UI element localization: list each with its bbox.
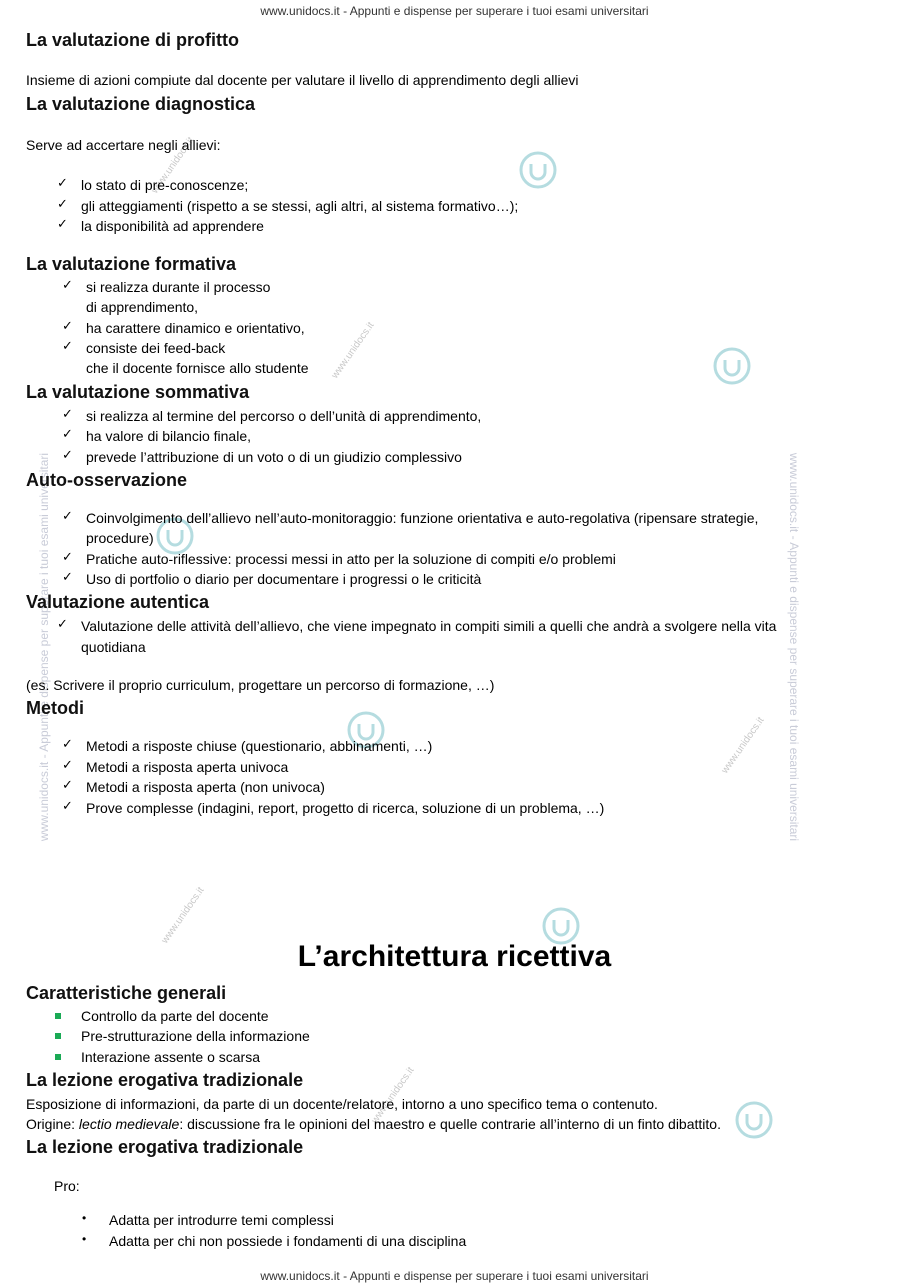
intro-diagnostica: Serve ad accertare negli allievi:	[26, 137, 221, 153]
list-item-continuation: quotidiana	[81, 639, 146, 655]
origine-description: : discussione fra le opinioni del maestro e quelle contrarie all’interno di un finto dibattito.	[179, 1116, 721, 1132]
diagonal-watermark: www.unidocs.it	[329, 320, 377, 381]
list-item: gli atteggiamenti (rispetto a se stessi, agli altri, al sistema formativo…);	[81, 198, 519, 214]
unidocs-logo-icon	[712, 346, 752, 386]
list-item-continuation: che il docente fornisce allo studente	[86, 360, 309, 376]
checkmark-icon: ✓	[57, 196, 68, 211]
list-item: consiste dei feed-back	[86, 340, 226, 356]
green-square-bullet-icon	[55, 1013, 61, 1019]
list-item: Pratiche auto-riflessive: processi messi in atto per la soluzione di compiti e/o problemi	[86, 551, 616, 567]
list-item: ha carattere dinamico e orientativo,	[86, 320, 305, 336]
footer-watermark: www.unidocs.it - Appunti e dispense per superare i tuoi esami universitari	[260, 1269, 649, 1283]
list-item: Adatta per introdurre temi complessi	[109, 1212, 334, 1228]
bullet-dot-icon: •	[82, 1211, 87, 1225]
checkmark-icon: ✓	[62, 447, 73, 462]
checkmark-icon: ✓	[62, 318, 73, 333]
example-autentica: (es. Scrivere il proprio curriculum, progettare un percorso di formazione, …)	[26, 677, 495, 693]
origine-term: lectio medievale	[78, 1116, 180, 1132]
list-item: Interazione assente o scarsa	[81, 1049, 260, 1065]
checkmark-icon: ✓	[57, 616, 68, 631]
text-profitto: Insieme di azioni compiute dal docente per valutare il livello di apprendimento degli allievi	[26, 72, 579, 88]
text-origine	[26, 1114, 721, 1134]
list-item: Coinvolgimento dell’allievo nell’auto-monitoraggio: funzione orientativa e auto-regolativa (ripensare strategie,	[86, 510, 759, 526]
checkmark-icon: ✓	[62, 277, 73, 292]
checkmark-icon: ✓	[62, 338, 73, 353]
list-item: Valutazione delle attività dell’allievo, che viene impegnato in compiti simili a quelli che andrà a svolgere nella vita	[81, 618, 777, 634]
heading-formativa: La valutazione formativa	[26, 254, 237, 274]
checkmark-icon: ✓	[62, 426, 73, 441]
list-item: Prove complesse (indagini, report, progetto di ricerca, soluzione di un problema, …)	[86, 800, 605, 816]
bullet-dot-icon: •	[82, 1232, 87, 1246]
list-item: Metodi a risposta aperta univoca	[86, 759, 289, 775]
checkmark-icon: ✓	[62, 406, 73, 421]
list-item: Metodi a risposte chiuse (questionario, abbinamenti, …)	[86, 738, 433, 754]
list-item: Adatta per chi non possiede i fondamenti di una disciplina	[109, 1233, 467, 1249]
list-item: lo stato di pre-conoscenze;	[81, 177, 249, 193]
header-watermark: www.unidocs.it - Appunti e dispense per superare i tuoi esami universitari	[260, 4, 649, 18]
checkmark-icon: ✓	[62, 798, 73, 813]
heading-sommativa: La valutazione sommativa	[26, 382, 250, 402]
diagonal-watermark: www.unidocs.it	[149, 135, 197, 196]
list-item: Pre-strutturazione della informazione	[81, 1028, 310, 1044]
heading-lezione-erogativa: La lezione erogativa tradizionale	[26, 1070, 304, 1090]
heading-autentica: Valutazione autentica	[26, 592, 210, 612]
heading-auto-osservazione: Auto-osservazione	[26, 470, 188, 490]
origine-label: Origine:	[26, 1116, 79, 1132]
heading-metodi: Metodi	[26, 698, 84, 718]
checkmark-icon: ✓	[57, 175, 68, 190]
heading-profitto: La valutazione di profitto	[26, 30, 240, 50]
checkmark-icon: ✓	[62, 777, 73, 792]
right-side-watermark: www.unidocs.it - Appunti e dispense per superare i tuoi esami universitari	[787, 452, 802, 842]
list-item: Metodi a risposta aperta (non univoca)	[86, 779, 325, 795]
unidocs-logo-icon	[734, 1100, 774, 1140]
diagonal-watermark: www.unidocs.it	[369, 1065, 417, 1126]
checkmark-icon: ✓	[62, 508, 73, 523]
checkmark-icon: ✓	[62, 549, 73, 564]
list-item: ha valore di bilancio finale,	[86, 428, 251, 444]
chapter-title: L’architettura ricettiva	[297, 940, 612, 973]
list-item: la disponibilità ad apprendere	[81, 218, 264, 234]
checkmark-icon: ✓	[62, 736, 73, 751]
diagonal-watermark: www.unidocs.it	[719, 715, 767, 776]
list-item: Uso di portfolio o diario per documentare i progressi o le criticità	[86, 571, 482, 587]
heading-lezione-erogativa-2: La lezione erogativa tradizionale	[26, 1137, 304, 1157]
list-item-continuation: di apprendimento,	[86, 299, 199, 315]
list-item: si realizza al termine del percorso o dell’unità di apprendimento,	[86, 408, 482, 424]
left-side-watermark: www.unidocs.it - Appunti e dispense per superare i tuoi esami universitari	[37, 452, 52, 842]
checkmark-icon: ✓	[57, 216, 68, 231]
checkmark-icon: ✓	[62, 569, 73, 584]
green-square-bullet-icon	[55, 1033, 61, 1039]
text-esposizione: Esposizione di informazioni, da parte di un docente/relatore, intorno a uno specifico tema o contenuto.	[26, 1096, 658, 1112]
list-item: Controllo da parte del docente	[81, 1008, 269, 1024]
green-square-bullet-icon	[55, 1054, 61, 1060]
heading-caratteristiche: Caratteristiche generali	[26, 983, 227, 1003]
diagonal-watermark: www.unidocs.it	[159, 885, 207, 946]
checkmark-icon: ✓	[62, 757, 73, 772]
list-item: si realizza durante il processo	[86, 279, 271, 295]
pro-label: Pro:	[54, 1178, 80, 1194]
list-item: prevede l’attribuzione di un voto o di un giudizio complessivo	[86, 449, 462, 465]
unidocs-logo-icon	[518, 150, 558, 190]
heading-diagnostica: La valutazione diagnostica	[26, 94, 256, 114]
list-item-continuation: procedure)	[86, 530, 154, 546]
